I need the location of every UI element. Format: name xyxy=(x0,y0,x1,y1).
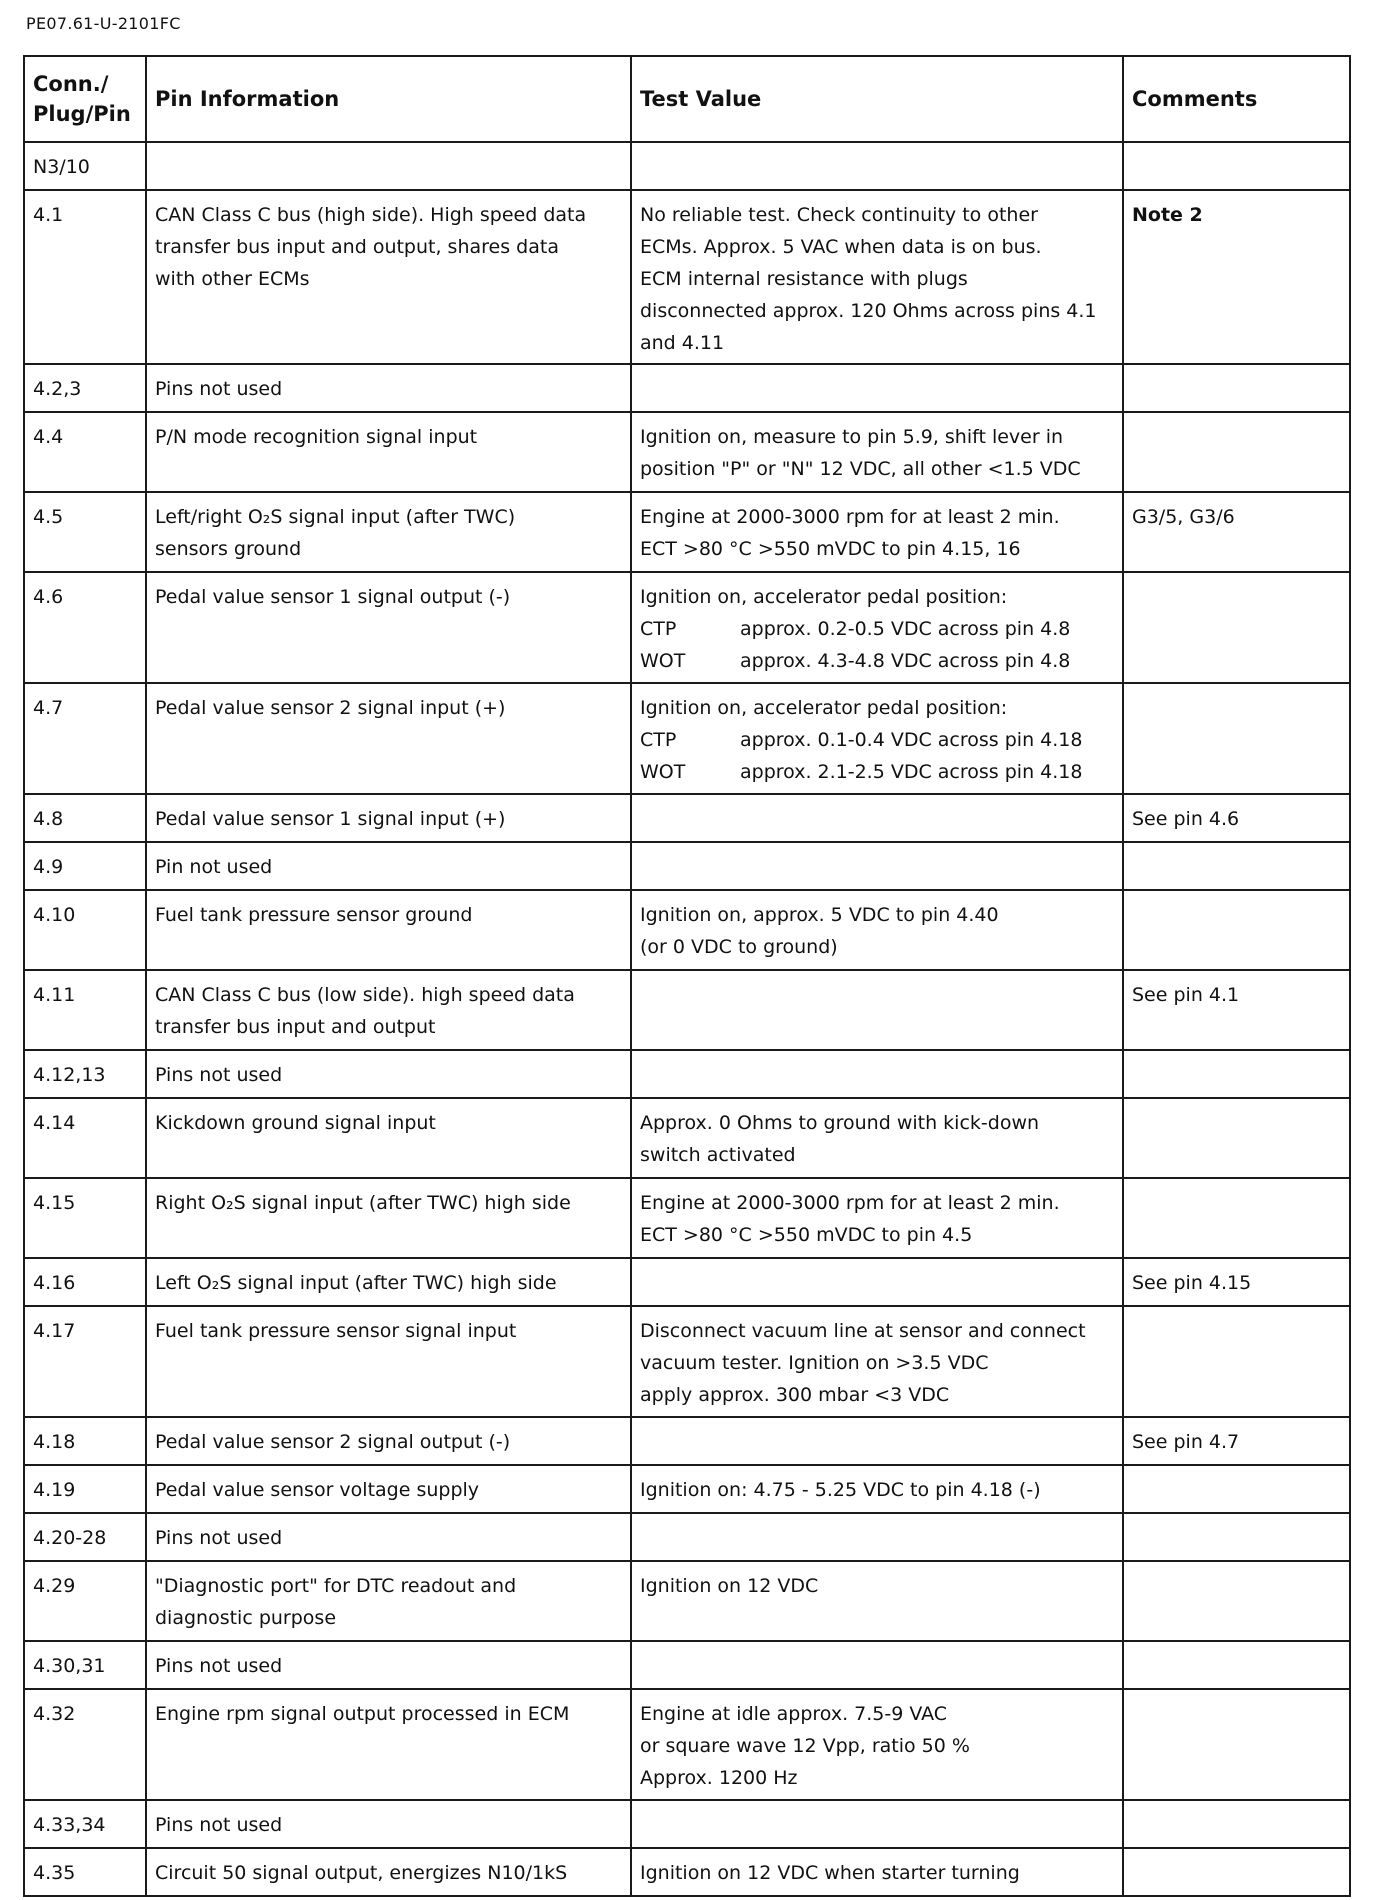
pin-info-line: transfer bus input and output xyxy=(155,1016,436,1038)
test-value-cell xyxy=(631,492,1123,572)
pedal-position-label: WOT xyxy=(640,650,686,672)
test-value-line: Disconnect vacuum line at sensor and connect xyxy=(640,1320,1086,1342)
pedal-position-value: approx. 0.1-0.4 VDC across pin 4.18 xyxy=(740,729,1083,751)
pin-cell: 4.29 xyxy=(24,1561,146,1641)
pin-info-line: Fuel tank pressure sensor signal input xyxy=(155,1320,517,1342)
pin-info-line: CAN Class C bus (low side). high speed data xyxy=(155,984,575,1006)
comments-cell xyxy=(1123,1689,1350,1800)
comments-cell: See pin 4.15 xyxy=(1123,1258,1350,1306)
pin-info-line: Kickdown ground signal input xyxy=(155,1112,436,1134)
pin-info-line: Pedal value sensor 2 signal input (+) xyxy=(155,697,506,719)
test-value-line: Ignition on: 4.75 - 5.25 VDC to pin 4.18 (-) xyxy=(640,1479,1041,1501)
test-value-condition-line xyxy=(640,756,1114,788)
comments-cell xyxy=(1123,364,1350,412)
comments-cell xyxy=(1123,1561,1350,1641)
pin-info-line: Pins not used xyxy=(155,1527,283,1549)
pin-cell: 4.10 xyxy=(24,890,146,970)
pin-cell: 4.35 xyxy=(24,1848,146,1896)
pin-info-line: Engine rpm signal output processed in ECM xyxy=(155,1703,570,1725)
test-value-condition-line xyxy=(640,645,1114,677)
test-value-line: or square wave 12 Vpp, ratio 50 % xyxy=(640,1735,970,1757)
pedal-position-label: CTP xyxy=(640,618,677,640)
test-value-cell xyxy=(631,1513,1123,1561)
table-row xyxy=(24,572,1350,683)
table-row xyxy=(24,970,1350,1050)
table-row xyxy=(24,190,1350,364)
pin-info-line: Right O₂S signal input (after TWC) high side xyxy=(155,1192,571,1214)
pin-info-line: Pins not used xyxy=(155,1064,283,1086)
pin-info-cell xyxy=(146,1178,631,1258)
pin-cell: 4.15 xyxy=(24,1178,146,1258)
pin-info-line: Pins not used xyxy=(155,378,283,400)
pin-cell: 4.8 xyxy=(24,794,146,842)
test-value-cell xyxy=(631,364,1123,412)
comments-cell xyxy=(1123,1641,1350,1689)
pin-info-cell xyxy=(146,842,631,890)
test-value-cell xyxy=(631,1050,1123,1098)
test-value-condition-line xyxy=(640,724,1114,756)
header-pin-information: Pin Information xyxy=(146,56,631,142)
pin-cell: 4.9 xyxy=(24,842,146,890)
table-row xyxy=(24,1050,1350,1098)
test-value-cell xyxy=(631,1689,1123,1800)
pin-info-cell xyxy=(146,1641,631,1689)
pin-info-cell xyxy=(146,572,631,683)
test-value-cell xyxy=(631,890,1123,970)
test-value-cell xyxy=(631,683,1123,794)
test-value-cell xyxy=(631,142,1123,190)
comments-cell xyxy=(1123,1306,1350,1417)
table-row xyxy=(24,1417,1350,1465)
pin-information-table xyxy=(23,55,1351,1897)
test-value-cell xyxy=(631,1306,1123,1417)
pin-info-line: Fuel tank pressure sensor ground xyxy=(155,904,473,926)
test-value-line: Ignition on, accelerator pedal position: xyxy=(640,697,1008,719)
pin-cell: 4.6 xyxy=(24,572,146,683)
table-body xyxy=(24,142,1350,1896)
comments-cell xyxy=(1123,683,1350,794)
pin-cell: 4.12,13 xyxy=(24,1050,146,1098)
pedal-position-value: approx. 4.3-4.8 VDC across pin 4.8 xyxy=(740,650,1071,672)
test-value-cell xyxy=(631,190,1123,364)
pin-cell: 4.7 xyxy=(24,683,146,794)
test-value-line: ECT >80 °C >550 mVDC to pin 4.15, 16 xyxy=(640,538,1021,560)
test-value-line: vacuum tester. Ignition on >3.5 VDC xyxy=(640,1352,989,1374)
comments-cell: See pin 4.6 xyxy=(1123,794,1350,842)
test-value-cell xyxy=(631,572,1123,683)
pin-cell: 4.5 xyxy=(24,492,146,572)
pin-info-cell xyxy=(146,1513,631,1561)
table-row xyxy=(24,1465,1350,1513)
comments-cell xyxy=(1123,1800,1350,1848)
comments-cell: Note 2 xyxy=(1123,190,1350,364)
comments-cell xyxy=(1123,572,1350,683)
table-row xyxy=(24,842,1350,890)
pin-info-line: sensors ground xyxy=(155,538,302,560)
pin-cell: 4.32 xyxy=(24,1689,146,1800)
pin-info-cell xyxy=(146,1417,631,1465)
pin-info-line: CAN Class C bus (high side). High speed data xyxy=(155,204,587,226)
comments-cell xyxy=(1123,842,1350,890)
test-value-cell xyxy=(631,1641,1123,1689)
test-value-line: Ignition on 12 VDC when starter turning xyxy=(640,1862,1020,1884)
test-value-line: Ignition on 12 VDC xyxy=(640,1575,819,1597)
pin-info-cell xyxy=(146,1306,631,1417)
test-value-cell xyxy=(631,412,1123,492)
pin-info-cell xyxy=(146,492,631,572)
test-value-cell xyxy=(631,1178,1123,1258)
header-comments: Comments xyxy=(1123,56,1350,142)
pin-cell: 4.4 xyxy=(24,412,146,492)
table-row xyxy=(24,1641,1350,1689)
test-value-line: and 4.11 xyxy=(640,332,725,354)
pin-info-line: "Diagnostic port" for DTC readout and xyxy=(155,1575,517,1597)
test-value-line: Approx. 0 Ohms to ground with kick-down xyxy=(640,1112,1040,1134)
test-value-cell xyxy=(631,970,1123,1050)
comments-cell xyxy=(1123,1178,1350,1258)
pin-info-cell xyxy=(146,1465,631,1513)
table-row xyxy=(24,1098,1350,1178)
pin-cell: N3/10 xyxy=(24,142,146,190)
pin-cell: 4.17 xyxy=(24,1306,146,1417)
test-value-line: ECM internal resistance with plugs xyxy=(640,268,968,290)
pin-info-cell xyxy=(146,794,631,842)
pin-info-cell xyxy=(146,190,631,364)
test-value-condition-line xyxy=(640,613,1114,645)
pedal-position-value: approx. 0.2-0.5 VDC across pin 4.8 xyxy=(740,618,1071,640)
table-row xyxy=(24,412,1350,492)
pin-info-line: Pins not used xyxy=(155,1655,283,1677)
test-value-cell xyxy=(631,1098,1123,1178)
pin-info-cell xyxy=(146,412,631,492)
pin-info-line: Circuit 50 signal output, energizes N10/1kS xyxy=(155,1862,568,1884)
pin-info-cell xyxy=(146,364,631,412)
pin-info-line: Pin not used xyxy=(155,856,273,878)
test-value-line: Approx. 1200 Hz xyxy=(640,1767,798,1789)
test-value-line: ECT >80 °C >550 mVDC to pin 4.5 xyxy=(640,1224,973,1246)
pin-cell: 4.2,3 xyxy=(24,364,146,412)
table-row xyxy=(24,1800,1350,1848)
table-row xyxy=(24,1689,1350,1800)
table-row xyxy=(24,1178,1350,1258)
table-row xyxy=(24,492,1350,572)
table-row xyxy=(24,1561,1350,1641)
pin-info-line: Pedal value sensor 1 signal input (+) xyxy=(155,808,506,830)
comments-cell xyxy=(1123,142,1350,190)
test-value-cell xyxy=(631,842,1123,890)
test-value-cell xyxy=(631,1848,1123,1896)
pin-cell: 4.16 xyxy=(24,1258,146,1306)
test-value-line: Engine at 2000-3000 rpm for at least 2 min. xyxy=(640,506,1060,528)
comments-cell: See pin 4.7 xyxy=(1123,1417,1350,1465)
table-row xyxy=(24,1306,1350,1417)
comments-cell xyxy=(1123,1465,1350,1513)
document-code: PE07.61-U-2101FC xyxy=(26,14,181,33)
pin-info-line: Left/right O₂S signal input (after TWC) xyxy=(155,506,516,528)
pin-info-cell xyxy=(146,890,631,970)
pin-info-line: diagnostic purpose xyxy=(155,1607,337,1629)
test-value-line: (or 0 VDC to ground) xyxy=(640,936,838,958)
pin-info-cell xyxy=(146,1098,631,1178)
comments-cell xyxy=(1123,890,1350,970)
test-value-cell xyxy=(631,1258,1123,1306)
comments-cell xyxy=(1123,412,1350,492)
pin-cell: 4.1 xyxy=(24,190,146,364)
pin-info-line: Pins not used xyxy=(155,1814,283,1836)
pedal-position-value: approx. 2.1-2.5 VDC across pin 4.18 xyxy=(740,761,1083,783)
test-value-line: Engine at idle approx. 7.5-9 VAC xyxy=(640,1703,948,1725)
pin-cell: 4.20-28 xyxy=(24,1513,146,1561)
pin-cell: 4.19 xyxy=(24,1465,146,1513)
table-header-row xyxy=(24,56,1350,142)
table-row xyxy=(24,890,1350,970)
pin-cell: 4.30,31 xyxy=(24,1641,146,1689)
comments-cell: See pin 4.1 xyxy=(1123,970,1350,1050)
test-value-line: Ignition on, measure to pin 5.9, shift lever in xyxy=(640,426,1064,448)
pin-info-cell xyxy=(146,1848,631,1896)
pin-info-cell xyxy=(146,1689,631,1800)
pin-info-cell xyxy=(146,1800,631,1848)
test-value-line: Ignition on, accelerator pedal position: xyxy=(640,586,1008,608)
test-value-cell xyxy=(631,794,1123,842)
table-row xyxy=(24,794,1350,842)
test-value-cell xyxy=(631,1417,1123,1465)
pin-info-line: Pedal value sensor voltage supply xyxy=(155,1479,480,1501)
pedal-position-label: WOT xyxy=(640,761,686,783)
table-row xyxy=(24,142,1350,190)
pin-info-cell xyxy=(146,142,631,190)
pin-info-cell xyxy=(146,683,631,794)
header-conn-plug-pin: Conn./ Plug/Pin xyxy=(24,56,146,142)
pin-cell: 4.11 xyxy=(24,970,146,1050)
test-value-line: ECMs. Approx. 5 VAC when data is on bus. xyxy=(640,236,1042,258)
test-value-line: position "P" or "N" 12 VDC, all other <1.5 VDC xyxy=(640,458,1081,480)
table-row xyxy=(24,1513,1350,1561)
test-value-line: apply approx. 300 mbar <3 VDC xyxy=(640,1384,950,1406)
pin-cell: 4.14 xyxy=(24,1098,146,1178)
pin-info-line: Pedal value sensor 1 signal output (-) xyxy=(155,586,511,608)
test-value-cell xyxy=(631,1800,1123,1848)
test-value-line: Engine at 2000-3000 rpm for at least 2 min. xyxy=(640,1192,1060,1214)
test-value-cell xyxy=(631,1561,1123,1641)
pin-info-cell xyxy=(146,1050,631,1098)
header-test-value: Test Value xyxy=(631,56,1123,142)
pin-info-line: transfer bus input and output, shares data xyxy=(155,236,559,258)
pin-info-cell xyxy=(146,1258,631,1306)
pin-cell: 4.18 xyxy=(24,1417,146,1465)
table-row xyxy=(24,364,1350,412)
pin-info-line: P/N mode recognition signal input xyxy=(155,426,478,448)
test-value-cell xyxy=(631,1465,1123,1513)
comments-cell: G3/5, G3/6 xyxy=(1123,492,1350,572)
test-value-line: disconnected approx. 120 Ohms across pins 4.1 xyxy=(640,300,1097,322)
test-value-line: switch activated xyxy=(640,1144,796,1166)
table-row xyxy=(24,683,1350,794)
table-row xyxy=(24,1848,1350,1896)
test-value-line: No reliable test. Check continuity to other xyxy=(640,204,1038,226)
pin-info-line: Pedal value sensor 2 signal output (-) xyxy=(155,1431,511,1453)
pin-info-cell xyxy=(146,970,631,1050)
comments-cell xyxy=(1123,1513,1350,1561)
pin-cell: 4.33,34 xyxy=(24,1800,146,1848)
pin-info-line: Left O₂S signal input (after TWC) high side xyxy=(155,1272,557,1294)
test-value-line: Ignition on, approx. 5 VDC to pin 4.40 xyxy=(640,904,999,926)
pedal-position-label: CTP xyxy=(640,729,677,751)
comments-cell xyxy=(1123,1848,1350,1896)
comments-cell xyxy=(1123,1098,1350,1178)
pin-info-line: with other ECMs xyxy=(155,268,310,290)
pin-info-cell xyxy=(146,1561,631,1641)
comments-cell xyxy=(1123,1050,1350,1098)
table-row xyxy=(24,1258,1350,1306)
